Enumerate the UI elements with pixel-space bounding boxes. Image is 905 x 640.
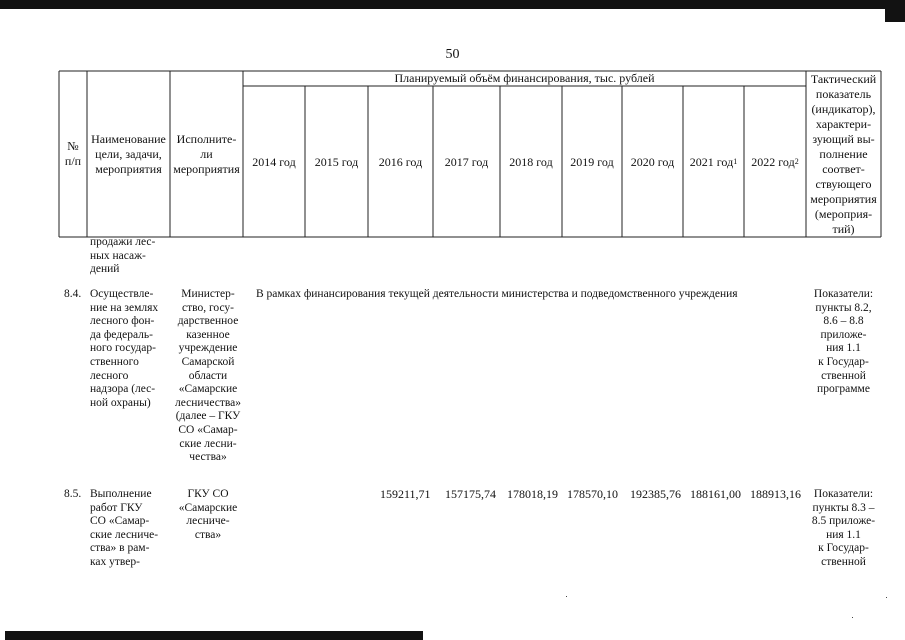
scan-top-border <box>0 0 905 9</box>
row-8-5-indicator: Показатели: пункты 8.3 – 8.5 приложе- ния 1.1 к Государ- ственной <box>811 488 876 568</box>
scan-speck <box>852 617 853 618</box>
row-8-4-name: Осуществле- ние на землях лесного фон- да федераль- ного государ- ственного лесного надзора (лес- ной охраны) <box>90 288 159 409</box>
header-year-2022: 2022 год 2 <box>751 154 799 169</box>
row-8-5-value-2020: 192385,76 <box>630 487 681 501</box>
header-year-2018: 2018 год <box>509 154 553 169</box>
header-year-2014: 2014 год <box>252 154 296 169</box>
header-year-2015: 2015 год <box>314 154 359 169</box>
row-8-4-indicator: Показатели: пункты 8.2, 8.6 – 8.8 приложе- ния 1.1 к Государ- ственной программе <box>813 288 874 396</box>
row-8-5-value-2017: 157175,74 <box>445 487 496 501</box>
row-8-5-value-2022: 188913,16 <box>750 487 801 501</box>
row-8-5-name: Выполнение работ ГКУ СО «Самар- ские лесниче- ства» в рам- ках утвер- <box>90 488 159 568</box>
header-year-2016: 2016 год <box>378 154 423 169</box>
row-8-5-value-2021: 188161,00 <box>690 487 741 501</box>
row-8-4-number: 8.4. <box>64 288 82 300</box>
scan-corner-mark <box>885 0 905 22</box>
header-year-2020: 2020 год <box>630 154 675 169</box>
scan-bottom-border <box>5 631 423 640</box>
row-8-5-value-2018: 178018,19 <box>507 487 558 501</box>
header-year-2021: 2021 год 1 <box>689 154 738 169</box>
header-funding-title: Планируемый объём финансирования, тыс. рублей <box>394 71 655 85</box>
row-8-5-executor: ГКУ СО «Самарские лесниче- ства» <box>178 488 238 541</box>
page-number: 50 <box>445 47 460 62</box>
row-8-5-value-2016: 159211,71 <box>380 487 431 501</box>
row-8-5-number: 8.5. <box>64 488 82 500</box>
scan-speck <box>886 597 887 598</box>
header-number-column: № п/п <box>64 139 82 168</box>
header-name-column: Наименование цели, задачи, мероприятия <box>91 131 166 176</box>
scan-speck <box>566 596 567 597</box>
header-executor-column: Исполните- ли мероприятия <box>173 131 240 176</box>
row-8-5-value-2019: 178570,10 <box>567 487 618 501</box>
header-year-2019: 2019 год <box>570 154 614 169</box>
row-continuation-name: продажи лес- ных насаж- дений <box>90 236 156 276</box>
row-8-4-executor: Министер- ство, госу- дарственное казенное учреждение Самарской области «Самарские лесничества» (далее – ГКУ СО «Самар- ские лесни- чества» <box>175 288 241 464</box>
header-year-2017: 2017 год <box>444 154 489 169</box>
row-8-4-funding-note: В рамках финансирования текущей деятельности министерства и подведомственного учреждения <box>256 288 738 300</box>
header-indicator-column: Тактический показатель (индикатор), характери- зующий вы- полнение соответ- ствующего мероприятия (мероприя- тий) <box>810 71 877 236</box>
